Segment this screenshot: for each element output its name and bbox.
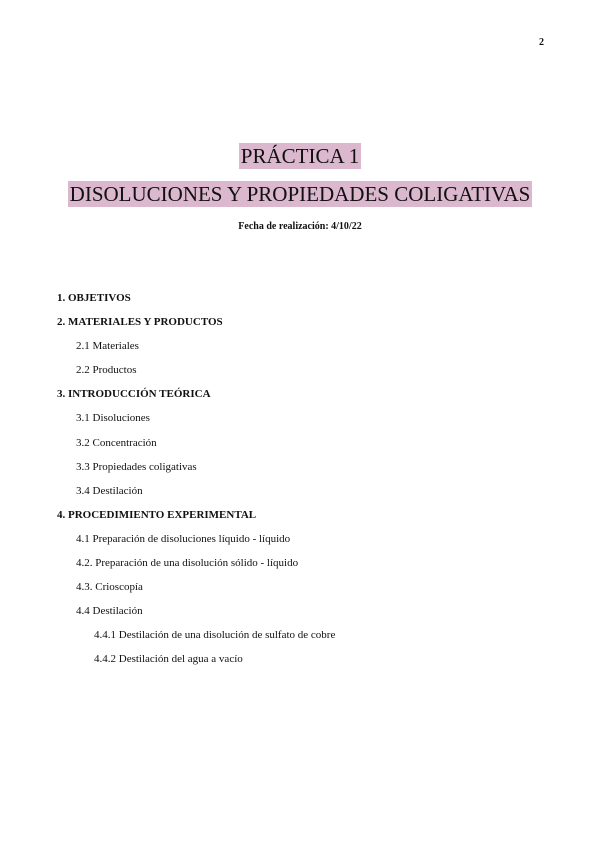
toc-item-destilacion-sulfato-cobre: 4.4.1 Destilación de una disolución de sulfato de cobre	[94, 629, 336, 642]
toc-item-disolucion-solido-liquido: 4.2. Preparación de una disolución sólido - líquido	[76, 557, 299, 570]
toc-item-materiales: 2.1 Materiales	[76, 340, 139, 353]
completion-date: Fecha de realización: 4/10/22	[238, 221, 362, 232]
toc-item-destilacion-procedimiento: 4.4 Destilación	[76, 605, 143, 618]
toc-item-productos: 2.2 Productos	[76, 364, 137, 377]
toc-item-crioscopia: 4.3. Crioscopía	[76, 581, 143, 594]
toc-item-procedimiento-experimental: 4. PROCEDIMIENTO EXPERIMENTAL	[57, 508, 257, 521]
practice-title: PRÁCTICA 1	[240, 144, 360, 168]
toc-item-materiales-y-productos: 2. MATERIALES Y PRODUCTOS	[57, 316, 223, 329]
toc-item-concentracion: 3.2 Concentración	[76, 436, 157, 449]
toc-item-objetivos: 1. OBJETIVOS	[57, 292, 131, 304]
toc-item-introduccion-teorica: 3. INTRODUCCIÓN TEÓRICA	[57, 388, 211, 401]
title-line-2-wrapper	[0, 181, 600, 207]
practice-subtitle: DISOLUCIONES Y PROPIEDADES COLIGATIVAS	[69, 182, 531, 206]
toc-item-disoluciones-liquido-liquido: 4.1 Preparación de disoluciones líquido - líquido	[76, 532, 291, 545]
toc-item-disoluciones: 3.1 Disoluciones	[76, 412, 150, 425]
toc-item-destilacion-agua-vacio: 4.4.2 Destilación del agua a vacío	[94, 653, 243, 666]
title-line-1-wrapper	[0, 143, 600, 169]
toc-item-destilacion-teoria: 3.4 Destilación	[76, 484, 143, 497]
page-number: 2	[539, 37, 544, 48]
toc-item-propiedades-coligativas: 3.3 Propiedades coligativas	[76, 460, 197, 473]
table-of-contents	[57, 292, 557, 678]
